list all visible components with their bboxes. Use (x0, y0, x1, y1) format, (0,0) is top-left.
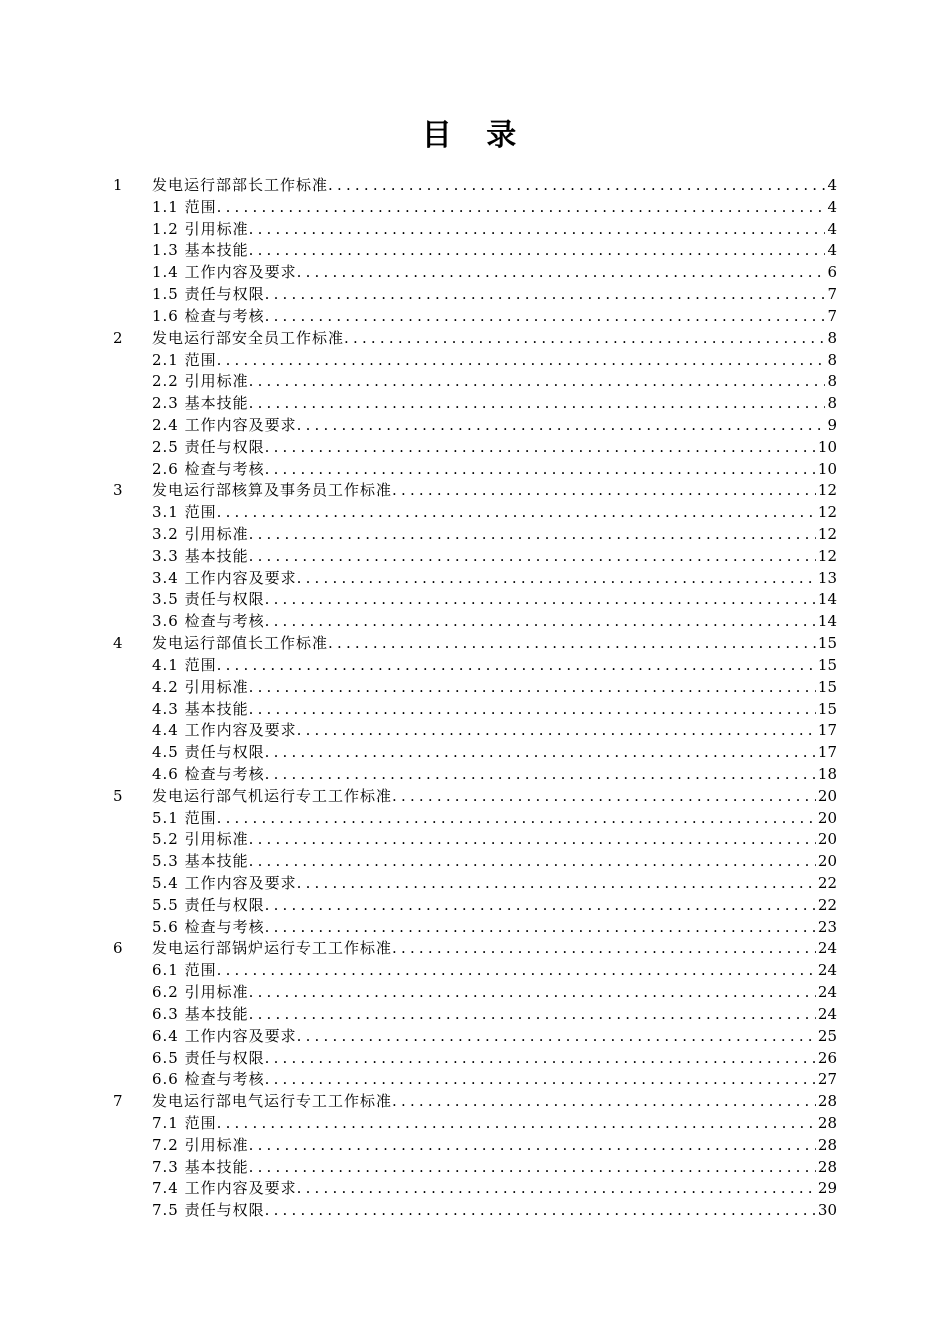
toc-entry-label: 2.2 引用标准 (152, 372, 249, 391)
toc-page-number: 24 (817, 961, 837, 980)
toc-page-number: 23 (817, 917, 837, 936)
toc-dot-leader (265, 611, 816, 633)
toc-dot-leader (217, 197, 826, 219)
toc-entry-line (152, 284, 837, 306)
toc-entry-line (152, 938, 837, 960)
toc-entry-label: 3.3 基本技能 (152, 546, 249, 565)
toc-page-number: 12 (817, 481, 837, 500)
toc-section-entry[interactable] (113, 568, 837, 590)
toc-section-entry[interactable] (113, 742, 837, 764)
toc-entry-label: 1.1 范围 (152, 197, 217, 216)
toc-entry-line (152, 611, 837, 633)
toc-page-number: 20 (817, 786, 837, 805)
toc-entry-label: 2.4 工作内容及要求 (152, 415, 297, 434)
toc-entry-label: 发电运行部锅炉运行专工工作标准 (152, 939, 393, 958)
toc-page-number: 25 (817, 1026, 837, 1045)
toc-entry-line (152, 1157, 837, 1179)
toc-chapter-number: 3 (113, 480, 125, 502)
toc-dot-leader (328, 175, 825, 197)
toc-dot-leader (265, 1048, 816, 1070)
toc-entry-label: 7.2 引用标准 (152, 1135, 249, 1154)
toc-entry-label: 3.2 引用标准 (152, 525, 249, 543)
toc-entry-line (152, 524, 837, 546)
toc-section-entry[interactable] (113, 459, 837, 481)
toc-entry-line (152, 699, 837, 721)
toc-entry-label: 6.1 范围 (152, 961, 217, 980)
toc-entry-label: 7.1 范围 (152, 1113, 217, 1132)
toc-entry-line (152, 1004, 837, 1026)
toc-entry-label: 1.2 引用标准 (152, 219, 249, 238)
toc-page-number: 15 (817, 699, 837, 718)
toc-section-entry[interactable] (113, 284, 837, 306)
toc-dot-leader (249, 1004, 816, 1026)
toc-dot-leader (265, 284, 826, 306)
toc-dot-leader (265, 459, 816, 481)
toc-entry-label: 3.5 责任与权限 (152, 590, 265, 609)
toc-dot-leader (265, 742, 816, 764)
toc-page-number: 17 (817, 743, 837, 762)
toc-dot-leader (217, 808, 816, 830)
toc-entry-line (152, 371, 837, 393)
toc-dot-leader (249, 546, 816, 568)
toc-chapter-entry[interactable] (113, 175, 837, 197)
page-title: 目 录 (421, 118, 529, 153)
toc-dot-leader (297, 262, 826, 284)
toc-page-number: 30 (817, 1201, 837, 1220)
toc-dot-leader (217, 1113, 816, 1135)
toc-page-number: 28 (817, 1092, 837, 1111)
toc-entry-label: 发电运行部安全员工作标准 (152, 328, 345, 347)
toc-entry-line (152, 677, 837, 699)
toc-entry-label: 2.6 检查与考核 (152, 459, 265, 478)
toc-entry-line (152, 851, 837, 873)
toc-chapter-number: 7 (113, 1091, 125, 1113)
toc-entry-label: 1.6 检查与考核 (152, 306, 265, 325)
toc-dot-leader (392, 480, 816, 502)
toc-entry-line (152, 873, 837, 895)
toc-entry-label: 2.3 基本技能 (152, 394, 249, 413)
toc-chapter-entry[interactable] (113, 786, 837, 808)
toc-dot-leader (249, 677, 816, 699)
toc-page-number: 4 (827, 219, 837, 238)
toc-section-entry[interactable] (113, 197, 837, 219)
toc-section-entry[interactable] (113, 1113, 837, 1135)
toc-section-entry[interactable] (113, 611, 837, 633)
toc-section-entry[interactable] (113, 524, 837, 546)
toc-dot-leader (217, 350, 826, 372)
toc-page-number: 24 (817, 1004, 837, 1023)
toc-entry-label: 发电运行部电气运行专工工作标准 (152, 1092, 393, 1111)
toc-entry-label: 1.4 工作内容及要求 (152, 263, 297, 282)
toc-section-entry[interactable] (113, 917, 837, 939)
toc-entry-line (152, 808, 837, 830)
table-of-contents (113, 175, 837, 1222)
toc-page-number: 13 (817, 568, 837, 587)
toc-entry-line (152, 240, 837, 262)
toc-page-number: 20 (817, 830, 837, 849)
toc-section-entry[interactable] (113, 829, 837, 851)
toc-entry-label: 3.6 检查与考核 (152, 612, 265, 631)
toc-chapter-number: 4 (113, 633, 125, 655)
toc-entry-label: 发电运行部部长工作标准 (152, 176, 329, 194)
toc-chapter-number: 6 (113, 938, 125, 960)
toc-section-entry[interactable] (113, 1004, 837, 1026)
toc-page-number: 29 (817, 1179, 837, 1198)
toc-entry-label: 4.2 引用标准 (152, 677, 249, 696)
toc-entry-line (152, 306, 837, 328)
toc-page-number: 22 (817, 874, 837, 892)
toc-section-entry[interactable] (113, 1048, 837, 1070)
toc-entry-line (152, 960, 837, 982)
toc-section-entry[interactable] (113, 415, 837, 437)
toc-section-entry[interactable] (113, 546, 837, 568)
toc-dot-leader (297, 415, 826, 437)
toc-entry-line (152, 175, 837, 197)
toc-entry-line (152, 459, 837, 481)
toc-entry-label: 5.4 工作内容及要求 (152, 874, 297, 892)
toc-chapter-number: 1 (113, 175, 125, 197)
toc-dot-leader (265, 1069, 816, 1091)
toc-page-number: 28 (817, 1157, 837, 1176)
toc-entry-line (152, 568, 837, 590)
toc-page-number: 8 (827, 350, 837, 369)
toc-section-entry[interactable] (113, 873, 837, 895)
toc-section-entry[interactable] (113, 589, 837, 611)
toc-section-entry[interactable] (113, 240, 837, 262)
toc-dot-leader (265, 895, 816, 917)
toc-entry-label: 1.3 基本技能 (152, 241, 249, 260)
toc-entry-line (152, 829, 837, 851)
toc-dot-leader (344, 328, 825, 350)
toc-entry-line (152, 219, 837, 241)
toc-page-number: 14 (817, 590, 837, 609)
toc-chapter-entry[interactable] (113, 1091, 837, 1113)
toc-section-entry[interactable] (113, 502, 837, 524)
toc-entry-line (152, 502, 837, 524)
toc-page-number: 24 (817, 939, 837, 958)
toc-entry-line (152, 1069, 837, 1091)
toc-section-entry[interactable] (113, 219, 837, 241)
toc-dot-leader (297, 1178, 816, 1200)
toc-dot-leader (249, 240, 826, 262)
toc-entry-label: 5.3 基本技能 (152, 852, 249, 871)
toc-entry-line (152, 633, 837, 655)
toc-entry-label: 5.6 检查与考核 (152, 917, 265, 936)
toc-entry-label: 4.4 工作内容及要求 (152, 721, 297, 740)
toc-entry-label: 6.4 工作内容及要求 (152, 1026, 297, 1045)
toc-page-number: 8 (827, 394, 837, 413)
toc-entry-line (152, 589, 837, 611)
toc-entry-line (152, 764, 837, 786)
toc-entry-label: 7.5 责任与权限 (152, 1201, 265, 1220)
toc-section-entry[interactable] (113, 1069, 837, 1091)
toc-chapter-number: 2 (113, 328, 125, 350)
toc-dot-leader (249, 393, 826, 415)
toc-page-number: 27 (817, 1070, 837, 1089)
toc-section-entry[interactable] (113, 895, 837, 917)
toc-section-entry[interactable] (113, 677, 837, 699)
toc-entry-label: 4.6 检查与考核 (152, 764, 265, 783)
toc-dot-leader (249, 219, 826, 241)
toc-section-entry[interactable] (113, 306, 837, 328)
toc-entry-line (152, 415, 837, 437)
toc-dot-leader (328, 633, 816, 655)
toc-entry-line (152, 197, 837, 219)
toc-page-number: 12 (817, 503, 837, 522)
toc-section-entry[interactable] (113, 371, 837, 393)
toc-entry-label: 6.5 责任与权限 (152, 1048, 265, 1067)
toc-entry-label: 3.1 范围 (152, 503, 217, 522)
toc-page-number: 6 (827, 263, 837, 282)
toc-entry-line (152, 480, 837, 502)
toc-section-entry[interactable] (113, 808, 837, 830)
toc-page-number: 8 (827, 328, 837, 347)
toc-page-number: 10 (817, 437, 837, 456)
toc-page-number: 8 (827, 372, 837, 391)
toc-page-number: 20 (817, 808, 837, 827)
toc-entry-line (152, 1178, 837, 1200)
toc-entry-line (152, 655, 837, 677)
toc-section-entry[interactable] (113, 393, 837, 415)
toc-page-number: 22 (817, 895, 837, 914)
toc-entry-label: 5.5 责任与权限 (152, 895, 265, 914)
toc-entry-line (152, 350, 837, 372)
toc-dot-leader (249, 1135, 816, 1157)
toc-dot-leader (297, 873, 816, 895)
toc-page-number: 10 (817, 459, 837, 478)
toc-entry-label: 7.4 工作内容及要求 (152, 1179, 297, 1198)
toc-dot-leader (249, 982, 816, 1004)
toc-entry-label: 4.1 范围 (152, 655, 217, 674)
toc-dot-leader (217, 502, 816, 524)
toc-dot-leader (392, 786, 816, 808)
toc-entry-label: 2.5 责任与权限 (152, 437, 265, 456)
toc-entry-label: 5.1 范围 (152, 808, 217, 827)
toc-page-number: 7 (827, 285, 837, 304)
toc-entry-label: 6.3 基本技能 (152, 1004, 249, 1023)
toc-dot-leader (297, 568, 816, 590)
toc-entry-label: 6.6 检查与考核 (152, 1070, 265, 1089)
toc-entry-line (152, 1091, 837, 1113)
toc-section-entry[interactable] (113, 720, 837, 742)
toc-entry-line (152, 720, 837, 742)
toc-entry-line (152, 895, 837, 917)
toc-section-entry[interactable] (113, 655, 837, 677)
toc-entry-line (152, 546, 837, 568)
toc-entry-line (152, 393, 837, 415)
toc-entry-label: 3.4 工作内容及要求 (152, 568, 297, 587)
toc-page-number: 4 (827, 176, 837, 194)
toc-dot-leader (392, 938, 816, 960)
toc-chapter-entry[interactable] (113, 938, 837, 960)
toc-page-number: 9 (827, 415, 837, 434)
toc-entry-line (152, 982, 837, 1004)
toc-page-number: 20 (817, 852, 837, 871)
toc-page-number: 12 (817, 546, 837, 565)
toc-entry-label: 4.5 责任与权限 (152, 743, 265, 762)
toc-dot-leader (249, 524, 816, 546)
toc-section-entry[interactable] (113, 1026, 837, 1048)
toc-dot-leader (265, 917, 816, 939)
toc-chapter-number: 5 (113, 786, 125, 808)
toc-section-entry[interactable] (113, 960, 837, 982)
toc-page-number: 15 (817, 677, 837, 696)
toc-entry-line (152, 328, 837, 350)
toc-entry-label: 6.2 引用标准 (152, 983, 249, 1002)
toc-dot-leader (249, 371, 826, 393)
toc-section-entry[interactable] (113, 764, 837, 786)
toc-page-number: 18 (817, 764, 837, 783)
toc-entry-label: 4.3 基本技能 (152, 699, 249, 718)
toc-entry-line (152, 437, 837, 459)
toc-page-number: 7 (827, 306, 837, 325)
toc-entry-line (152, 786, 837, 808)
toc-chapter-entry[interactable] (113, 480, 837, 502)
toc-entry-line (152, 917, 837, 939)
toc-dot-leader (265, 764, 816, 786)
toc-section-entry[interactable] (113, 262, 837, 284)
toc-page-number: 12 (817, 525, 837, 543)
toc-page-number: 4 (827, 241, 837, 260)
toc-entry-label: 5.2 引用标准 (152, 830, 249, 849)
toc-entry-label: 发电运行部核算及事务员工作标准 (152, 481, 393, 500)
toc-dot-leader (297, 1026, 816, 1048)
toc-chapter-entry[interactable] (113, 328, 837, 350)
toc-dot-leader (265, 589, 816, 611)
toc-section-entry[interactable] (113, 437, 837, 459)
toc-dot-leader (265, 1200, 816, 1222)
toc-section-entry[interactable] (113, 1157, 837, 1179)
toc-chapter-entry[interactable] (113, 633, 837, 655)
toc-dot-leader (265, 306, 826, 328)
toc-dot-leader (265, 437, 816, 459)
toc-entry-line (152, 742, 837, 764)
toc-section-entry[interactable] (113, 1200, 837, 1222)
toc-dot-leader (249, 699, 816, 721)
toc-page-number: 15 (817, 655, 837, 674)
toc-entry-label: 1.5 责任与权限 (152, 285, 265, 304)
toc-dot-leader (249, 1157, 816, 1179)
toc-entry-line (152, 1048, 837, 1070)
toc-entry-line (152, 1200, 837, 1222)
toc-page-number: 4 (827, 197, 837, 216)
toc-page-number: 28 (817, 1135, 837, 1154)
toc-section-entry[interactable] (113, 699, 837, 721)
toc-entry-label: 发电运行部气机运行专工工作标准 (152, 786, 393, 805)
toc-entry-label: 2.1 范围 (152, 350, 217, 369)
toc-dot-leader (217, 655, 816, 677)
toc-entry-label: 发电运行部值长工作标准 (152, 634, 329, 653)
toc-entry-line (152, 1135, 837, 1157)
toc-section-entry[interactable] (113, 851, 837, 873)
toc-page-number: 15 (817, 634, 837, 653)
toc-dot-leader (249, 829, 816, 851)
toc-dot-leader (297, 720, 816, 742)
toc-section-entry[interactable] (113, 1178, 837, 1200)
toc-page-number: 14 (817, 612, 837, 631)
toc-entry-line (152, 1113, 837, 1135)
toc-section-entry[interactable] (113, 982, 837, 1004)
toc-entry-line (152, 262, 837, 284)
toc-section-entry[interactable] (113, 1135, 837, 1157)
toc-page-number: 24 (817, 983, 837, 1002)
toc-page-number: 17 (817, 721, 837, 740)
toc-section-entry[interactable] (113, 350, 837, 372)
toc-entry-label: 7.3 基本技能 (152, 1157, 249, 1176)
toc-page-number: 28 (817, 1113, 837, 1132)
toc-dot-leader (392, 1091, 816, 1113)
toc-dot-leader (249, 851, 816, 873)
toc-dot-leader (217, 960, 816, 982)
toc-page-number: 26 (817, 1048, 837, 1067)
toc-entry-line (152, 1026, 837, 1048)
